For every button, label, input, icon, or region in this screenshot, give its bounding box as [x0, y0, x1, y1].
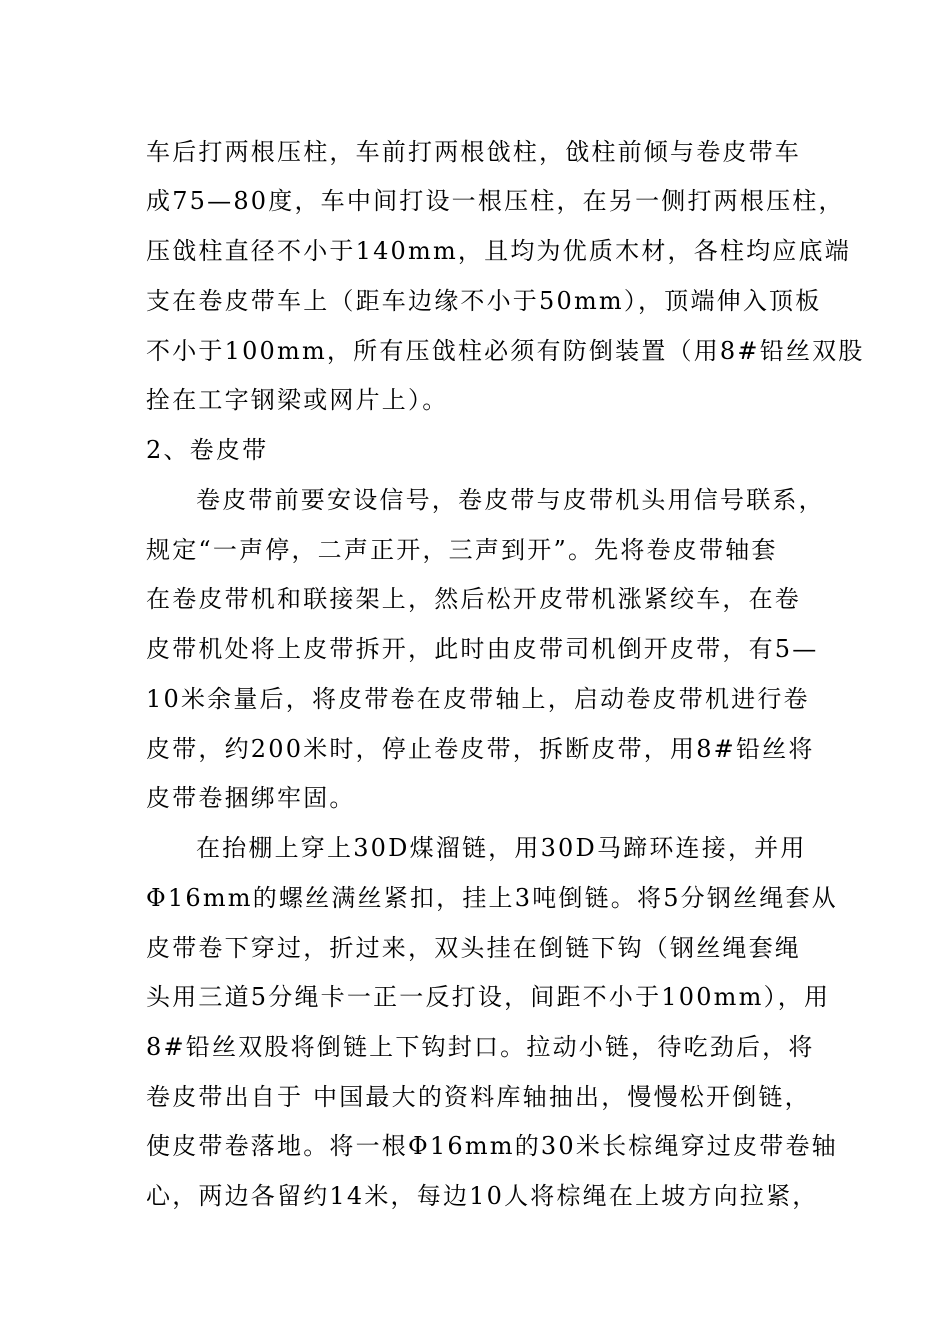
text-line: 头用三道5分绳卡一正一反打设，间距不小于100mm），用 — [146, 983, 831, 1011]
text-line: 10米余量后，将皮带卷在皮带轴上，启动卷皮带机进行卷 — [146, 685, 810, 713]
text-line: 皮带，约200米时，停止卷皮带，拆断皮带，用8#铅丝将 — [146, 735, 815, 763]
text-line: 支在卷皮带车上（距车边缘不小于50mm），顶端伸入顶板 — [146, 287, 822, 315]
text-line: 在抬棚上穿上30D煤溜链，用30D马蹄环连接，并用 — [196, 834, 807, 862]
text-line: 心，两边各留约14米，每边10人将棕绳在上坡方向拉紧， — [146, 1182, 819, 1210]
text-line: 皮带卷捆绑牢固。 — [146, 784, 356, 812]
text-line: 皮带卷下穿过，折过来，双头挂在倒链下钩（钢丝绳套绳 — [146, 934, 801, 962]
text-line: 压戗柱直径不小于140mm，且均为优质木材，各柱均应底端 — [146, 237, 851, 265]
text-line: Φ16mm的螺丝满丝紧扣，挂上3吨倒链。将5分钢丝绳套从 — [146, 884, 838, 912]
text-line: 在卷皮带机和联接架上，然后松开皮带机涨紧绞车，在卷 — [146, 585, 801, 613]
text-line: 卷皮带前要安设信号，卷皮带与皮带机头用信号联系， — [196, 486, 825, 514]
text-line: 拴在工字钢梁或网片上）。 — [146, 386, 449, 414]
section-heading: 2、卷皮带 — [146, 436, 269, 464]
text-line: 成75—80度，车中间打设一根压柱，在另一侧打两根压柱， — [146, 187, 845, 215]
text-line: 不小于100mm，所有压戗柱必须有防倒装置（用8#铅丝双股 — [146, 337, 865, 365]
text-line: 使皮带卷落地。将一根Φ16mm的30米长棕绳穿过皮带卷轴 — [146, 1132, 838, 1160]
text-line: 皮带机处将上皮带拆开，此时由皮带司机倒开皮带，有5— — [146, 635, 819, 663]
text-line: 卷皮带出自于 中国最大的资料库轴抽出，慢慢松开倒链， — [146, 1083, 811, 1111]
text-line: 车后打两根压柱，车前打两根戗柱，戗柱前倾与卷皮带车 — [146, 138, 801, 166]
text-line: 规定“一声停，二声正开，三声到开”。先将卷皮带轴套 — [146, 536, 778, 564]
text-line: 8#铅丝双股将倒链上下钩封口。拉动小链，待吃劲后，将 — [146, 1033, 815, 1061]
